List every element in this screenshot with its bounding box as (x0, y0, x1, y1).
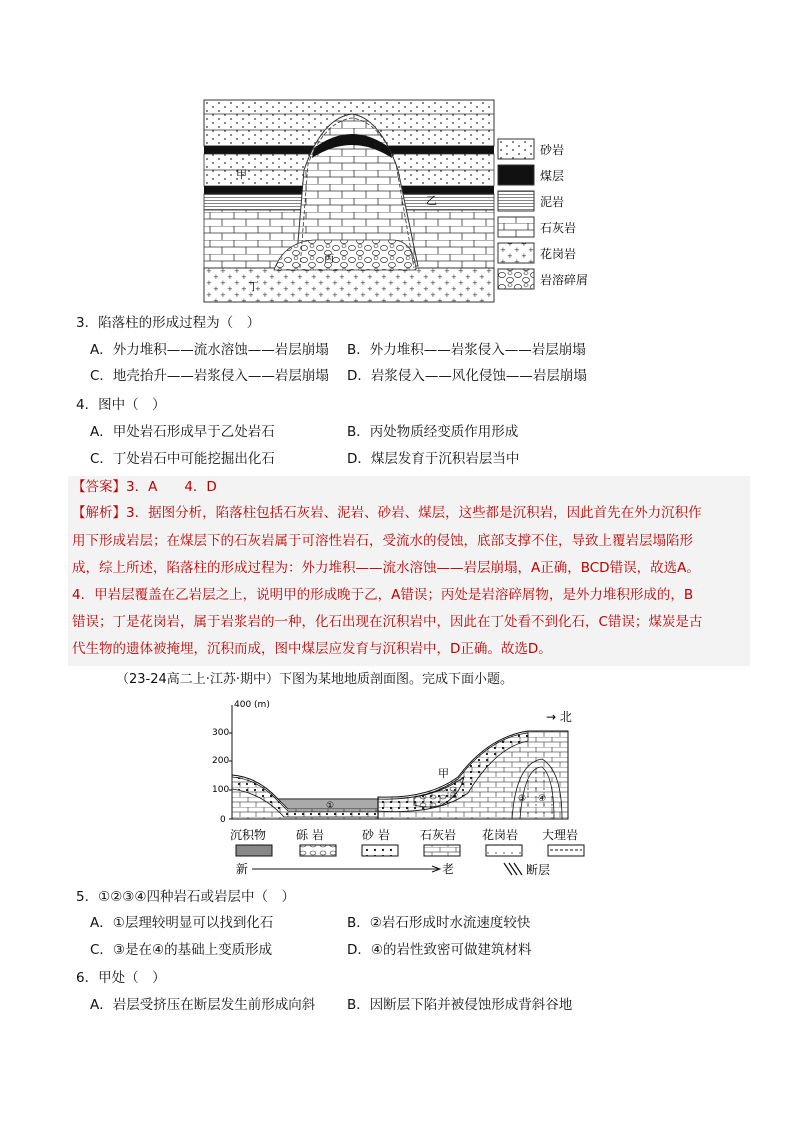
q4-option-a[interactable]: A．甲处岩石形成早于乙处岩石 (90, 424, 275, 440)
y-tick-0: 0 (220, 815, 226, 825)
q5-option-b[interactable]: B．②岩石形成时水流速度较快 (347, 915, 531, 931)
q4-option-b[interactable]: B．丙处物质经变质作用形成 (347, 424, 519, 440)
legend2-granite: 花岗岩 (482, 828, 519, 842)
y-tick-300: 300 (212, 728, 230, 738)
q5-option-c[interactable]: C．③是在④的基础上变质形成 (90, 942, 273, 958)
fig1-label-bing: 丙 (324, 254, 334, 265)
fig1-label-jia: 甲 (236, 168, 247, 181)
legend-sandstone: 砂岩 (540, 143, 565, 157)
label-4: ④ (538, 794, 547, 804)
q3-option-d[interactable]: D．岩浆侵入——风化侵蚀——岩层崩塌 (347, 368, 587, 384)
legend2-fault: 断层 (526, 863, 551, 877)
section-intro: （23-24高二上·江苏·期中）下图为某地地质剖面图。完成下面小题。 (116, 672, 514, 687)
legend2-conglomerate: 砾 岩 (296, 828, 324, 842)
q4-stem: 4．图中（ ） (76, 397, 166, 413)
north-arrow: → 北 (546, 710, 572, 724)
legend2-new: 新 (236, 862, 249, 876)
fig1-legend (498, 139, 628, 299)
label-3: ③ (518, 794, 527, 804)
fig1-label-yi: 乙 (426, 194, 437, 207)
q6-stem: 6．甲处（ ） (76, 970, 166, 986)
analysis-tag: 【解析】 (72, 505, 126, 521)
legend2-limestone: 石灰岩 (420, 828, 457, 842)
label-1: ① (326, 801, 335, 811)
answer-tag: 【答案】 (72, 479, 126, 495)
legend-limestone: 石灰岩 (540, 221, 577, 235)
q5-option-a[interactable]: A．①层理较明显可以找到化石 (90, 915, 274, 931)
geological-profile-diagram (212, 697, 598, 883)
label-jia: 甲 (438, 767, 449, 780)
q6-option-b[interactable]: B．因断层下陷并被侵蚀形成背斜谷地 (347, 997, 573, 1013)
q5-stem: 5．①②③④四种岩石或岩层中（ ） (76, 889, 295, 905)
q3-stem: 3．陷落柱的形成过程为（ ） (76, 315, 261, 331)
y-tick-100: 100 (212, 785, 230, 795)
fig1-label-ding: 丁 (248, 280, 259, 293)
q3-option-a[interactable]: A．外力堆积——流水溶蚀——岩层崩塌 (90, 342, 329, 358)
y-axis-unit: 400 (m) (234, 700, 270, 710)
q4-option-d[interactable]: D．煤层发育于沉积岩层当中 (347, 451, 520, 467)
analysis-line-2: 用下形成岩层；在煤层下的石灰岩属于可溶性岩石，受流水的侵蚀，底部支撑不住，导致上覆岩层塌陷形 (72, 533, 693, 549)
q3-option-b[interactable]: B．外力堆积——岩浆侵入——岩层崩塌 (347, 342, 586, 358)
legend-karst-debris: 岩溶碎屑 (540, 273, 589, 287)
legend2-sediment: 沉积物 (230, 828, 267, 842)
collapse-column-diagram (204, 100, 504, 304)
legend2-old: 老 (442, 862, 455, 876)
q6-option-a[interactable]: A．岩层受挤压在断层发生前形成向斜 (90, 997, 316, 1013)
legend-mudstone: 泥岩 (540, 195, 565, 209)
analysis-line-4: 4．甲岩层覆盖在乙岩层之上，说明甲的形成晚于乙，A错误；丙处是岩溶碎屑物，是外力堆积形成的，B (72, 587, 694, 603)
answer-text: 3．A 4．D (126, 479, 217, 495)
legend-granite: 花岗岩 (540, 247, 577, 261)
legend2-marble: 大理岩 (542, 828, 579, 842)
analysis-line-3: 成，综上所述，陷落柱的形成过程为：外力堆积——流水溶蚀——岩层崩塌，A正确，BCD错误，故选A。 (72, 560, 700, 576)
q3-option-c[interactable]: C．地壳抬升——岩浆侵入——岩层崩塌 (90, 368, 329, 384)
answer-line (72, 477, 217, 497)
analysis-line-6: 代生物的遗体被掩埋，沉积而成，图中煤层应发育与沉积岩中，D正确。故选D。 (72, 641, 552, 657)
legend-coal: 煤层 (540, 169, 565, 183)
label-2: ② (450, 791, 459, 801)
q5-option-d[interactable]: D．④的岩性致密可做建筑材料 (347, 942, 532, 958)
analysis-line-1: 【解析】3．据图分析，陷落柱包括石灰岩、泥岩、砂岩、煤层，这些都是沉积岩，因此首先在外力沉积作 (72, 505, 702, 521)
legend2-sandstone: 砂 岩 (362, 828, 390, 842)
y-tick-200: 200 (212, 756, 230, 766)
analysis-line-5: 错误；丁是花岗岩，属于岩浆岩的一种，化石出现在沉积岩中，因此在丁处看不到化石，C错误；煤炭是古 (72, 614, 703, 630)
q4-option-c[interactable]: C．丁处岩石中可能挖掘出化石 (90, 451, 275, 467)
